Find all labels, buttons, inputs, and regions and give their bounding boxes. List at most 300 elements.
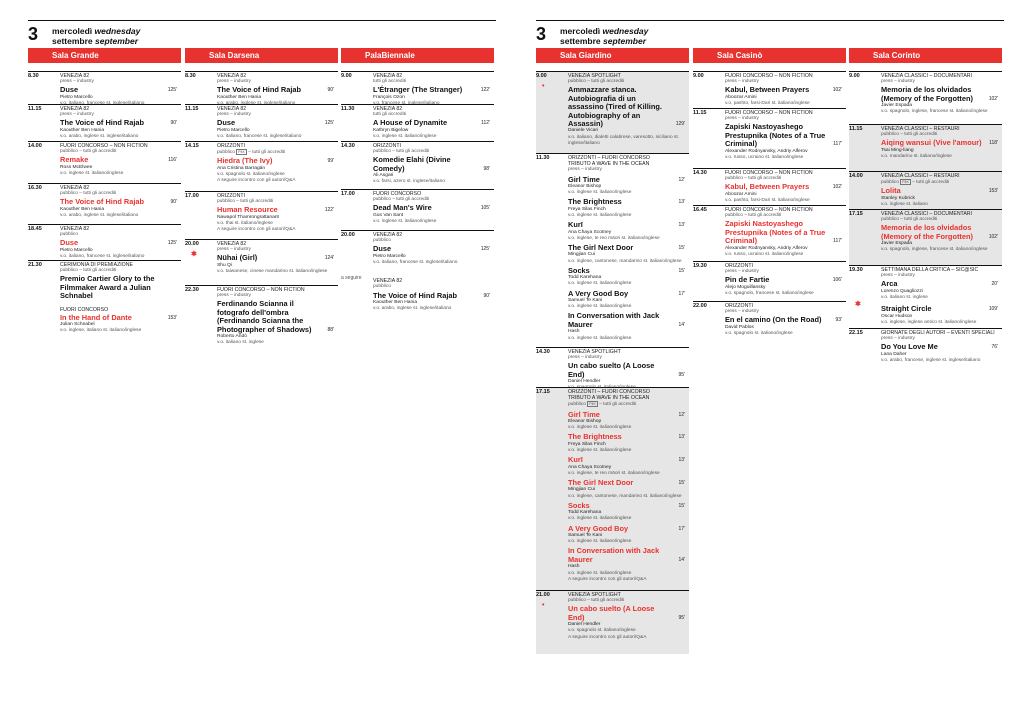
section: VENEZIA CLASSICI – DOCUMENTARI — [881, 211, 972, 217]
p4k-badge: P4K — [902, 180, 909, 185]
access: pubblico – tutti gli accrediti — [881, 217, 938, 223]
section: VENEZIA 82 — [217, 73, 247, 79]
section: ORIZZONTI – FUORI CONCORSO — [568, 155, 650, 161]
section: GIORNATE DEGLI AUTORI – EVENTI SPECIALI — [881, 330, 995, 336]
time: 9.00 — [849, 73, 860, 79]
film-title: Komedie Elahi (Divine Comedy) 98' — [373, 155, 490, 173]
languages: v.o. inglese st. italiano/inglese — [568, 281, 632, 287]
film-title: In Conversation with Jack Maurer 14' — [568, 546, 685, 564]
languages: v.o. inglese st. italiano/inglese — [568, 304, 632, 310]
access: pubblico – tutti gli accrediti — [568, 598, 625, 604]
duration: 98' — [483, 165, 490, 172]
duration: 153' — [988, 188, 998, 195]
access: pubblico – tutti gli accrediti — [60, 149, 117, 155]
time: 11.15 — [849, 126, 863, 132]
film-title: Duse 125' — [60, 238, 177, 248]
film-title: Ferdinando Scianna il fotografo dell'ombra (Ferdinando Scianna the Photographer of Shadows) 88' — [217, 299, 334, 334]
duration: 76' — [991, 344, 998, 351]
duration: 118' — [989, 140, 998, 147]
director: Ana Chaya Scotney — [568, 464, 612, 470]
access: tutti gli accrediti — [373, 79, 407, 85]
column-sala-darsena — [185, 48, 338, 351]
duration: 125' — [167, 87, 177, 94]
director: Hash — [568, 564, 580, 570]
duration: 14' — [678, 321, 685, 328]
languages: v.o. inglese st. italiano/inglese — [568, 425, 632, 431]
duration: 105' — [480, 205, 490, 212]
director: François Ozon — [373, 94, 405, 100]
column-sala-giardino — [536, 48, 689, 654]
screening — [341, 104, 494, 141]
time: 16.30 — [28, 185, 42, 191]
director: Nawapol Thamrongrattanarit — [217, 214, 279, 220]
languages: v.o. inglese, cantonese, mandarino st. italiano/inglese — [568, 258, 682, 264]
film-title: Kabul, Between Prayers 102' — [725, 85, 842, 95]
day-label — [560, 26, 648, 46]
section: FUORI CONCORSO — [60, 306, 109, 313]
access: press – industry — [881, 273, 915, 279]
duration: 116' — [168, 157, 177, 164]
time: 16.45 — [693, 207, 707, 213]
film-title: Kabul, Between Prayers 102' — [725, 182, 842, 192]
access: press – industry — [217, 247, 251, 253]
time: 14.15 — [185, 143, 199, 149]
day-name-it: mercoledì — [560, 26, 601, 36]
languages: v.o. inglese st. italiano/inglese — [568, 570, 632, 576]
access: press – industry — [217, 293, 251, 299]
time: 17.15 — [849, 211, 863, 217]
screening — [849, 171, 1002, 209]
screening — [28, 71, 181, 107]
time: 14.00 — [849, 173, 863, 179]
languages: v.o. arabo, inglese st. inglese/italiano — [217, 101, 296, 107]
film-title: Aiqing wansui (Vive l'amour) 118' — [881, 138, 998, 148]
languages: v.o. inglese st. italiano/inglese — [568, 213, 632, 219]
section: VENEZIA SPOTLIGHT — [568, 73, 621, 79]
time: 14.00 — [28, 143, 42, 149]
time: 19.30 — [849, 267, 863, 273]
duration: 102' — [832, 184, 842, 191]
film-title: Zapiski Nastoyashego Prestupnika (Notes of a True Criminal) 117' — [725, 122, 842, 149]
screening — [849, 209, 1002, 265]
film-title: En el camino (On the Road) 93' — [725, 315, 842, 325]
time: 9.00 — [536, 73, 547, 79]
languages: v.o. arabo, inglese st. inglese/italiano — [60, 134, 139, 140]
film-title: The Brightness 13' — [568, 197, 685, 207]
screening — [693, 108, 846, 168]
film-title: The Girl Next Door 15' — [568, 478, 685, 488]
duration: 13' — [678, 199, 685, 206]
access: pubblico – tutti gli accrediti — [373, 149, 430, 155]
duration: 109' — [988, 306, 998, 313]
access: pubblico – tutti gli accrediti — [60, 268, 117, 274]
languages: v.o. italiano, francese st. inglese/italiano — [60, 101, 145, 107]
film-title: Kurī 13' — [568, 455, 685, 465]
languages: v.o. inglese st. italiano/inglese — [373, 219, 437, 225]
director: Javier Espada — [881, 241, 912, 247]
month-it: settembre — [52, 36, 93, 46]
access: pubblico – tutti gli accrediti — [881, 132, 938, 138]
section: ORIZZONTI – FUORI CONCORSO — [568, 389, 650, 395]
section: FUORI CONCORSO — [373, 191, 422, 197]
qa-note: A seguire incontro con gli autori/Q&A — [217, 178, 296, 184]
film-title: Girl Time 12' — [568, 174, 685, 184]
section: VENEZIA 82 — [373, 106, 403, 112]
screening — [341, 230, 494, 316]
director: Daniel Hendler — [568, 622, 601, 628]
languages: v.o. inglese st. italiano/inglese — [568, 539, 632, 545]
section: VENEZIA 82 — [217, 241, 247, 247]
languages: v.o. inglese, italiano st. italiano/inglese — [60, 328, 142, 334]
duration: 88' — [327, 326, 334, 333]
screening — [28, 260, 181, 338]
section: ORIZZONTI — [725, 303, 753, 309]
director: Kaouther Ben Hania — [373, 300, 418, 306]
access: press – industry — [568, 167, 602, 173]
venue-header: Sala Casinò — [693, 48, 846, 63]
screening — [341, 189, 494, 230]
director: Julian Schnabel — [60, 322, 95, 328]
access: press – industry — [881, 336, 915, 342]
time: 11.30 — [341, 106, 355, 112]
duration: 124' — [324, 255, 334, 262]
director: Pietro Marcello — [60, 247, 93, 253]
director: Kaouther Ben Hania — [217, 94, 262, 100]
director: Todd Karehana — [568, 275, 602, 281]
column-sala-corinto — [849, 48, 1002, 366]
languages: v.o. inglese st. italiano/inglese — [568, 190, 632, 196]
screening — [185, 239, 338, 285]
screening — [693, 301, 846, 347]
day-name-en: wednesday — [602, 26, 649, 36]
film-title: The Girl Next Door 15' — [568, 243, 685, 253]
languages: v.o. italiano, francese st. inglese/italiano — [60, 254, 145, 260]
qa-note: A seguire incontro con gli autori/Q&A — [568, 634, 647, 640]
section: VENEZIA 82 — [60, 226, 90, 232]
access: press – industry — [60, 112, 94, 118]
languages: v.o. italiano, dialetti calabrese, varesotto, siciliano st. inglese/italiano — [568, 134, 680, 146]
event-title: Premio Cartier Glory to the Filmmaker Award a Julian Schnabel — [60, 274, 155, 301]
languages: v.o. spagnolo st. italiano/inglese — [725, 331, 793, 337]
film-title: Straight Circle 109' — [881, 304, 998, 314]
section: VENEZIA CLASSICI – RESTAURI — [881, 173, 960, 179]
time: 14.30 — [693, 170, 707, 176]
languages: v.o. spagnolo st. italiano/inglese — [568, 628, 636, 634]
time: 11.15 — [28, 106, 42, 112]
languages: v.o. taiwanese, cinese mandarino st. italiano/inglese — [217, 269, 328, 275]
duration: 93' — [835, 317, 842, 324]
director: Tsai Ming-liang — [881, 147, 914, 153]
director: Alejo Moguillansky — [725, 284, 766, 290]
director: Eleanor Bishop — [568, 419, 602, 425]
languages: v.o. spagnolo st. italiano/inglese — [217, 172, 285, 178]
film-title: A Very Good Boy 17' — [568, 523, 685, 533]
film-title: Lolita 153' — [881, 186, 998, 196]
section: VENEZIA 82 — [60, 106, 90, 112]
time: 17.15 — [536, 389, 550, 395]
film-title: Socks 15' — [568, 500, 685, 510]
languages: v.o. italiano, francese st. inglese/italiano — [217, 134, 302, 140]
film-title: Ammazzare stanca. Autobiografia di un assassino (Tired of Killing. Autobiography of an Assassin) 129' — [568, 85, 685, 129]
duration: 117' — [833, 141, 842, 148]
time: 14.30 — [536, 349, 550, 355]
screening — [536, 387, 689, 590]
top-rule — [536, 20, 1004, 21]
director: Aboozar Amini — [725, 191, 757, 197]
duration: 125' — [480, 246, 490, 253]
duration: 102' — [988, 95, 998, 102]
film-title: Memoria de los olvidados (Memory of the Forgotten) 102' — [881, 223, 998, 241]
languages: v.o. inglese st. italiano/inglese — [568, 335, 632, 341]
film-title: Duse 125' — [217, 118, 334, 128]
director: Oscar Hudson — [881, 313, 913, 319]
languages: v.o. inglese, cantonese, mandarino st. italiano/inglese — [568, 493, 682, 499]
access: tutti gli accrediti — [373, 112, 407, 118]
star-icon: ✱ — [855, 301, 861, 308]
section: FUORI CONCORSO – NON FICTION — [725, 110, 813, 116]
screening — [849, 71, 1002, 124]
access: pubblico — [373, 238, 391, 244]
director: Ross McElwee — [60, 164, 93, 170]
director: Daniele Vicari — [568, 128, 599, 134]
duration: 15' — [678, 502, 685, 509]
time: 18.45 — [28, 226, 42, 232]
director: Kathryn Bigelow — [373, 127, 409, 133]
star-icon: ✱ — [191, 251, 197, 258]
time: 22.30 — [185, 287, 199, 293]
section: ORIZZONTI — [373, 143, 401, 149]
access: press – industry — [725, 79, 759, 85]
access: pubblico – tutti gli accrediti — [725, 176, 782, 182]
director: Samuel Te Kani — [568, 298, 603, 304]
film-title: The Voice of Hind Rajab 90' — [217, 85, 334, 95]
screening — [849, 124, 1002, 171]
access: press – industry — [60, 79, 94, 85]
time: 22.00 — [693, 303, 707, 309]
section: CERIMONIA DI PREMIAZIONE — [60, 262, 133, 268]
day-name-it: mercoledì — [52, 26, 93, 36]
section: VENEZIA SPOTLIGHT — [568, 349, 621, 355]
section: VENEZIA CLASSICI – RESTAURI — [881, 126, 960, 132]
section: VENEZIA 82 — [373, 232, 403, 238]
section: VENEZIA 82 — [217, 106, 247, 112]
director: Pietro Marcello — [373, 253, 406, 259]
duration: 95' — [678, 614, 685, 621]
languages: v.o. thai st. italiano/inglese — [217, 221, 273, 227]
film-title: In Conversation with Jack Maurer 14' — [568, 311, 685, 329]
film-title: Duse 125' — [373, 244, 490, 254]
director: Gus Van Sant — [373, 212, 404, 218]
director: Freya Silas Finch — [568, 441, 606, 447]
film-title: Pin de Fartie 106' — [725, 275, 842, 285]
director: Pietro Marcello — [60, 94, 93, 100]
access: pubblico – tutti gli accrediti — [217, 199, 274, 205]
film-title: Remake 116' — [60, 155, 177, 165]
duration: 125' — [324, 120, 334, 127]
section: VENEZIA 82 — [373, 73, 403, 79]
time: 8.30 — [185, 73, 196, 79]
duration: 17' — [678, 525, 685, 532]
time: 17.00 — [341, 191, 355, 197]
venue-header: Sala Grande — [28, 48, 181, 63]
time: 11.15 — [693, 110, 707, 116]
duration: 12' — [678, 411, 685, 418]
day-label — [52, 26, 140, 46]
film-title: The Voice of Hind Rajab 90' — [373, 290, 490, 300]
director: Ali Asgari — [373, 173, 394, 179]
access: pubblico P4K – tutti gli accrediti — [568, 402, 637, 408]
time: 20.00 — [341, 232, 355, 238]
access: pubblico – tutti gli accrediti — [373, 197, 430, 203]
screening — [849, 265, 1002, 328]
duration: 15' — [678, 245, 685, 252]
film-title: A House of Dynamite 112' — [373, 118, 490, 128]
director: Mingjian Cui — [568, 252, 595, 258]
film-title: Arca 20' — [881, 279, 998, 289]
screening — [28, 183, 181, 224]
film-title: A Very Good Boy 17' — [568, 288, 685, 298]
duration: 153' — [167, 314, 177, 321]
access: press – industry — [725, 309, 759, 315]
section: VENEZIA 82 — [373, 278, 403, 285]
film-title: Do You Love Me 76' — [881, 342, 998, 352]
access: press – industry — [217, 79, 251, 85]
month-en: september — [603, 36, 647, 46]
screening — [341, 71, 494, 107]
time: 11.30 — [536, 155, 550, 161]
screening — [185, 104, 338, 141]
duration: 102' — [832, 87, 842, 94]
duration: 15' — [678, 480, 685, 487]
director: Hash — [568, 329, 580, 335]
director: Lana Daher — [881, 351, 907, 357]
screening — [693, 261, 846, 301]
venue-header: Sala Giardino — [536, 48, 689, 63]
director: Freya Silas Finch — [568, 206, 606, 212]
venue-header: Sala Darsena — [185, 48, 338, 63]
duration: 117' — [833, 238, 842, 245]
column-palabiennale — [341, 48, 494, 316]
film-title: Nühai (Girl) 124' — [217, 253, 334, 263]
screening — [693, 71, 846, 108]
access: press – industry — [568, 355, 602, 361]
languages: v.o. arabo, inglese st. inglese/italiano — [373, 306, 452, 312]
languages: v.o. inglese, te reo māori st. italiano/inglese — [568, 470, 660, 476]
tribute: TRIBUTO A WAVE IN THE OCEAN — [568, 395, 650, 402]
duration: 122' — [324, 207, 334, 214]
duration: 13' — [678, 434, 685, 441]
screening — [185, 191, 338, 239]
section: FUORI CONCORSO – NON FICTION — [60, 143, 148, 149]
access: press – industry — [725, 269, 759, 275]
qa-note: A seguire incontro con gli autori/Q&A — [217, 227, 296, 233]
screening — [536, 153, 689, 347]
duration: 90' — [483, 292, 490, 299]
languages: v.o. inglese st. italiano/inglese — [568, 448, 632, 454]
star-icon: • — [542, 602, 545, 609]
director: Aboozar Amini — [725, 94, 757, 100]
section: VENEZIA CLASSICI – DOCUMENTARI — [881, 73, 972, 79]
director: Javier Espada — [881, 103, 912, 109]
duration: 20' — [991, 281, 998, 288]
languages: v.o. farsi, azero st. inglese/italiano — [373, 179, 445, 185]
film-title: Memoria de los olvidados (Memory of the Forgotten) 102' — [881, 85, 998, 103]
p4k-badge: P4K — [238, 150, 245, 155]
access: press – industry — [725, 116, 759, 122]
director: Samuel Te Kani — [568, 533, 603, 539]
duration: 14' — [678, 556, 685, 563]
access: press – industry — [217, 112, 251, 118]
screening — [28, 104, 181, 141]
duration: 90' — [170, 120, 177, 127]
top-rule — [28, 20, 496, 21]
film-title: Un cabo suelto (A Loose End) 95' — [568, 604, 685, 622]
duration: 106' — [832, 277, 842, 284]
shorts-program — [568, 411, 685, 577]
duration: 102' — [988, 233, 998, 240]
screening — [28, 224, 181, 260]
left-page — [28, 0, 496, 723]
languages: v.o. inglese st. italiano — [881, 202, 928, 208]
access: pubblico – tutti gli accrediti — [725, 213, 782, 219]
qa-note: A seguire incontro con gli autori/Q&A — [568, 576, 647, 582]
director: Ana Chaya Scotney — [568, 229, 612, 235]
film-title: In the Hand of Dante 153' — [60, 312, 177, 322]
screening — [693, 205, 846, 261]
director: Mingjian Cui — [568, 487, 595, 493]
screening — [536, 71, 689, 153]
screening — [693, 168, 846, 205]
access: pubblico – tutti gli accrediti — [568, 79, 625, 85]
director: Alexander Rodnyansky, Andriy Alferov — [725, 148, 808, 154]
languages: v.o. francese st. inglese/italiano — [373, 101, 440, 107]
film-title: L'Étranger (The Stranger) 122' — [373, 85, 490, 95]
film-title: Duse 125' — [60, 85, 177, 95]
languages: v.o. pashto, farsi-Dari st. italiano/inglese — [725, 198, 810, 204]
director: Stanley Kubrick — [881, 195, 915, 201]
time: 9.00 — [341, 73, 352, 79]
director: David Pablos — [725, 324, 754, 330]
section: FUORI CONCORSO – NON FICTION — [217, 287, 305, 293]
access: pubblico — [373, 284, 391, 290]
screening — [185, 285, 338, 351]
director: Shu Qi — [217, 262, 232, 268]
time: 9.00 — [693, 73, 704, 79]
duration: 95' — [678, 371, 685, 378]
languages: v.o. italiano st. inglese — [881, 295, 928, 301]
director: Alexander Rodnyansky, Andriy Alferov — [725, 245, 808, 251]
languages: v.o. mandarino st. italiano/inglese — [881, 154, 952, 160]
section: SETTIMANA DELLA CRITICA – SIC@SIC — [881, 267, 979, 273]
languages: v.o. inglese st. italiano/inglese — [568, 516, 632, 522]
languages: v.o. spagnolo, inglese, francese st. italiano/inglese — [881, 109, 988, 115]
star-icon: • — [542, 83, 545, 90]
right-page — [536, 0, 1004, 723]
film-title: Zapiski Nastoyashego Prestupnika (Notes of a True Criminal) 117' — [725, 219, 842, 246]
languages: v.o. pashto, farsi-Dari st. italiano/inglese — [725, 101, 810, 107]
time: 21.00 — [536, 592, 550, 598]
section: VENEZIA 82 — [60, 73, 90, 79]
languages: v.o. arabo, francese, inglese st. inglese/italiano — [881, 358, 981, 364]
film-title: Socks 15' — [568, 265, 685, 275]
day-number: 3 — [536, 24, 547, 44]
screening — [536, 590, 689, 654]
director: Daniel Hendler — [568, 379, 601, 385]
film-title: Hiedra (The Ivy) 99' — [217, 156, 334, 166]
director: Kaouther Ben Hania — [60, 206, 105, 212]
duration: 12' — [678, 176, 685, 183]
duration: 90' — [327, 87, 334, 94]
